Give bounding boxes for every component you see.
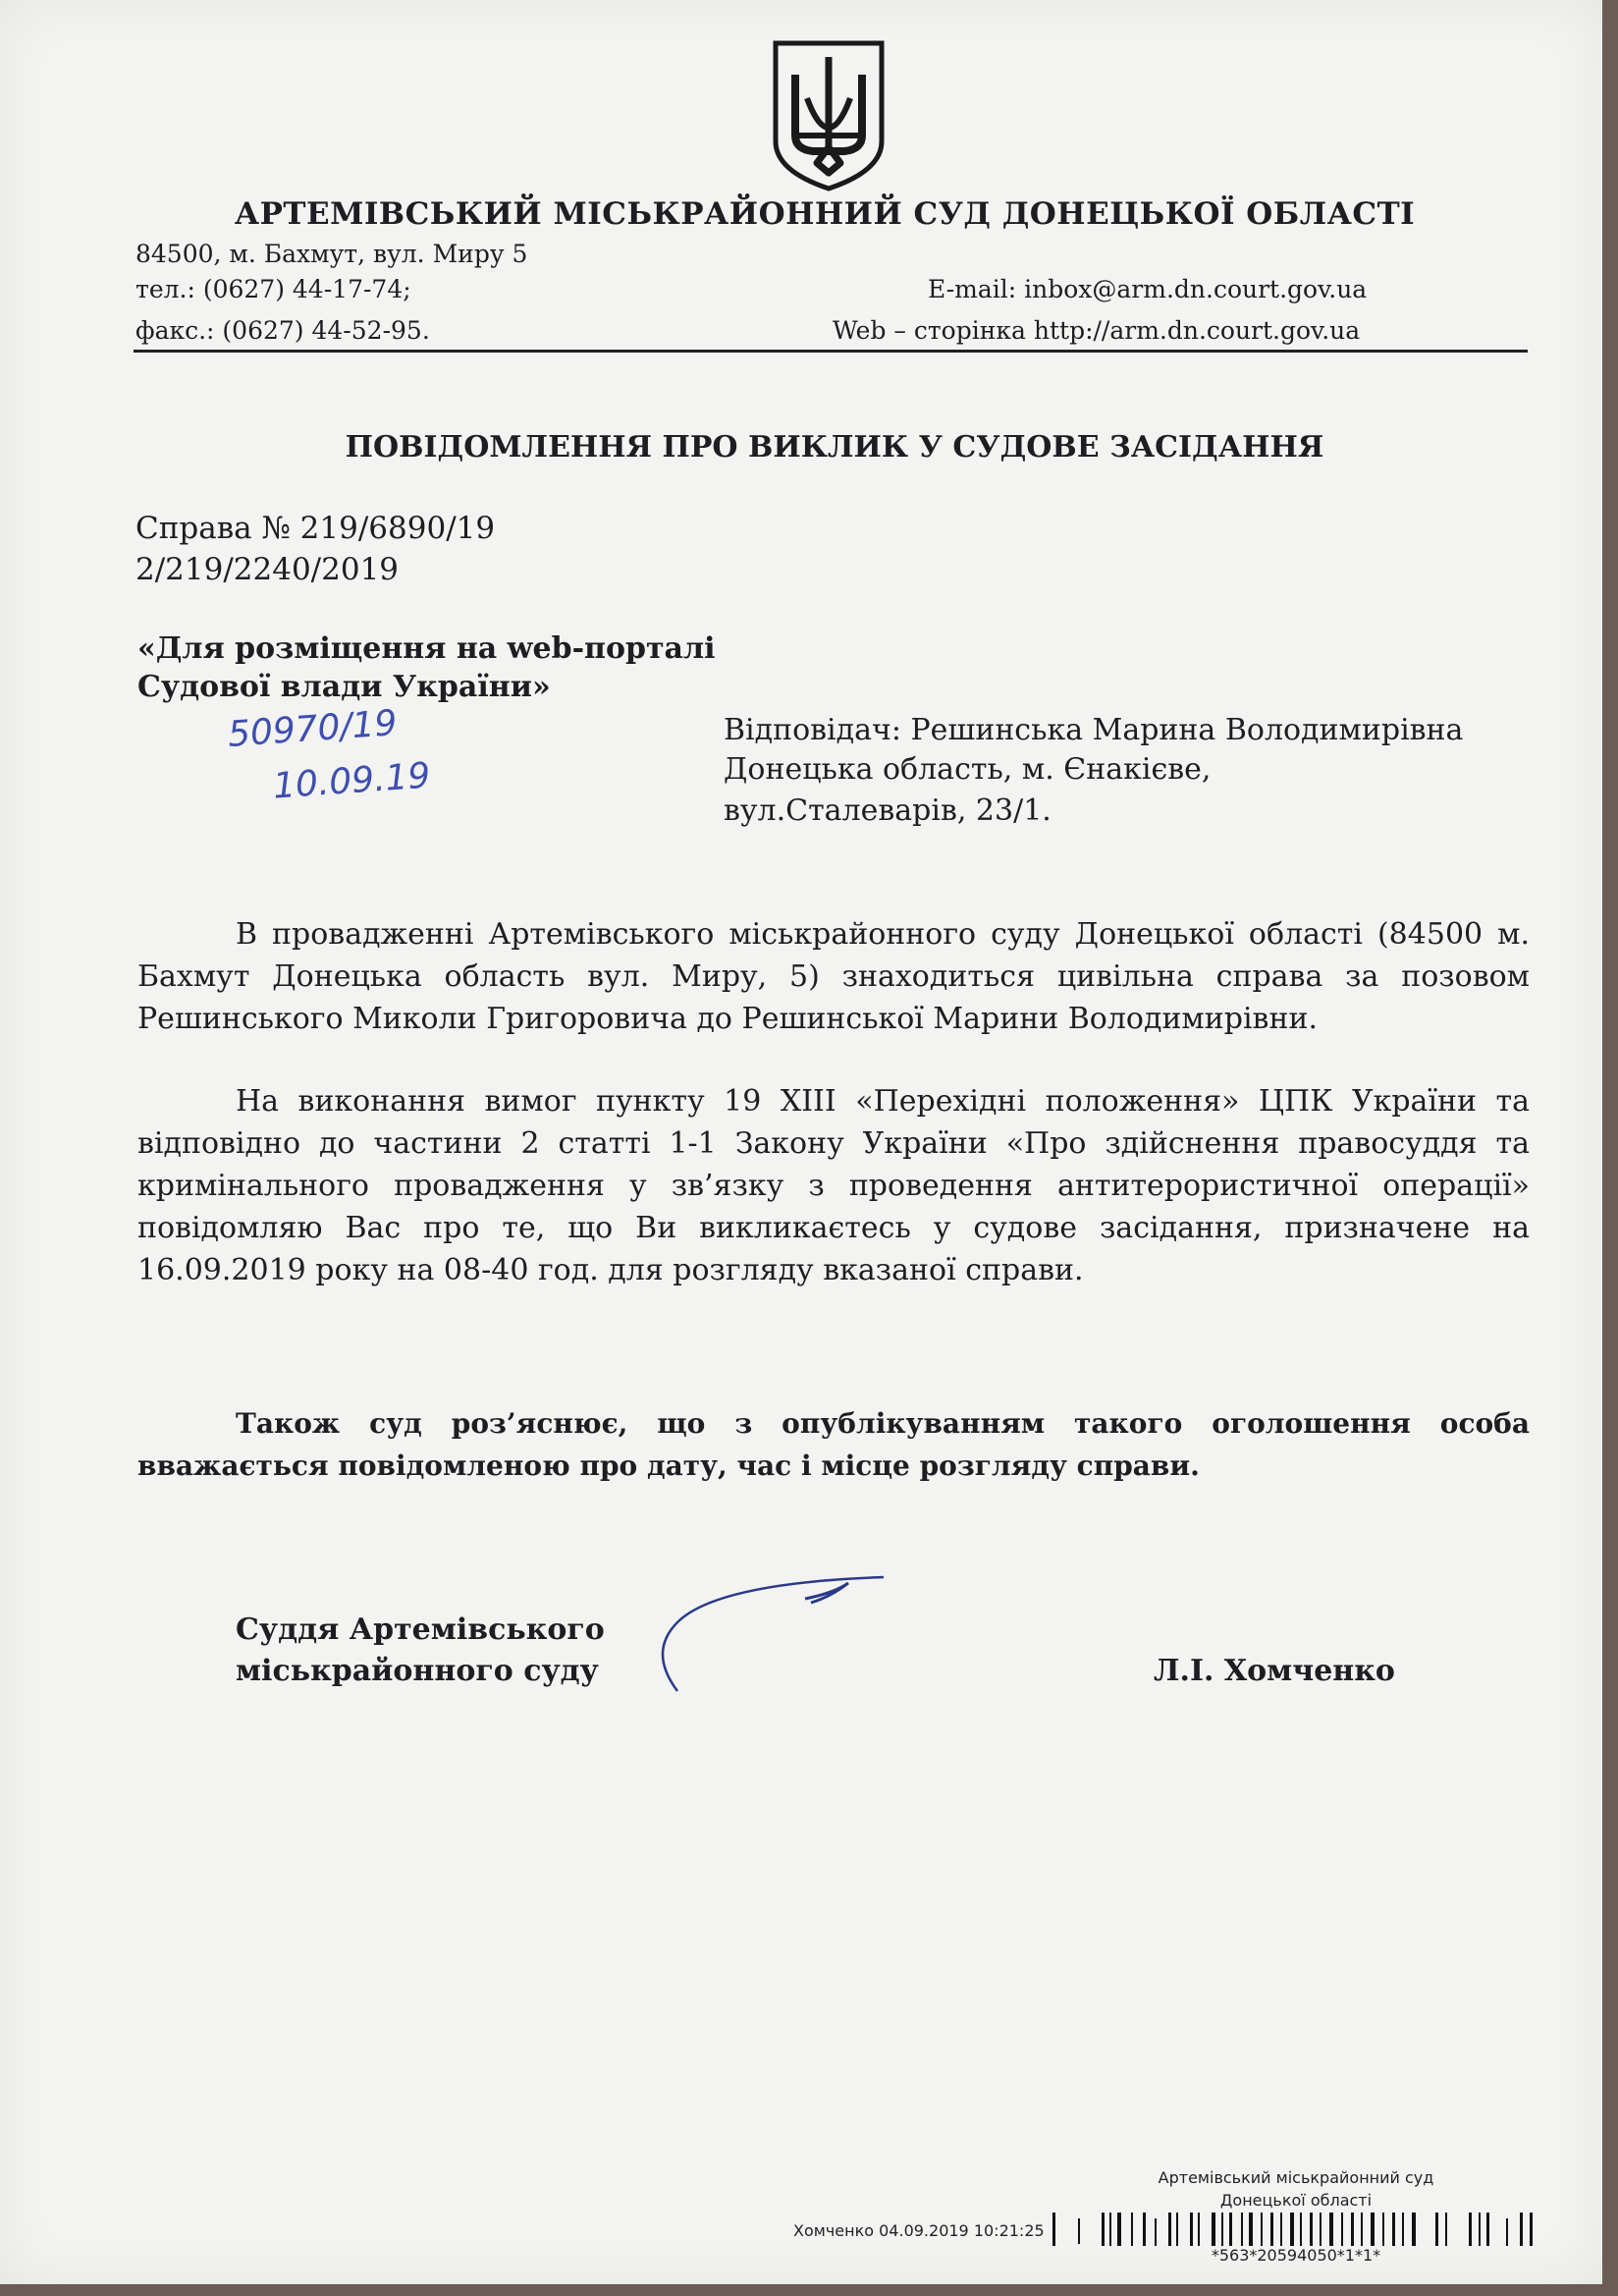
stamp-court-line-1: Артемівський міськрайонний суд: [1158, 2168, 1434, 2187]
paragraph-notice: Також суд роз’яснює, що з опублікуванням такого оголошення особа вважається повідомленою про дату, час і місце розгляду справи.: [137, 1407, 1530, 1482]
barcode-number: *563*20594050*1*1*: [1211, 2246, 1381, 2265]
portal-note-line-1: «Для розміщення на web-порталі: [137, 631, 716, 666]
stamp-court-line-2: Донецької області: [1219, 2191, 1373, 2210]
signature-icon: [638, 1563, 913, 1701]
court-email: E-mail: inbox@arm.dn.court.gov.ua: [928, 275, 1368, 303]
judge-title-line-1: Суддя Артемівського: [236, 1613, 605, 1647]
portal-note-line-2: Судової влади України»: [137, 670, 551, 704]
paragraph-summons: На виконання вимог пункту 19 ХІІІ «Перехідні положення» ЦПК України та відповідно до частини 2 статті 1-1 Закону України «Про здійснення правосуддя та кримінального провадження у зв’язку з проведення антитерористичної операції» повідомляю Вас про те, що Ви викликаєтесь у судове засідання, призначене на 16.09.2019 року на 08-40 год. для розгляду вказаної справи.: [137, 1084, 1530, 1287]
coat-of-arms-icon: [770, 39, 888, 192]
handwritten-registration-number: 50970/19: [226, 703, 399, 755]
court-name: АРТЕМІВСЬКИЙ МІСЬКРАЙОННИЙ СУД ДОНЕЦЬКОЇ ОБЛАСТІ: [234, 196, 1416, 232]
case-number: Справа № 219/6890/19: [135, 511, 496, 546]
respondent-name: Відповідач: Решинська Марина Володимирівна: [724, 713, 1464, 747]
handwritten-date: 10.09.19: [271, 755, 432, 807]
paragraph-case-info: В провадженні Артемівського міськрайонного суду Донецької області (84500 м. Бахмут Донецька область вул. Миру, 5) знаходиться цивільна справа за позовом Решинського Миколи Григоровича до Решинської Марини Володимирівни.: [137, 917, 1530, 1036]
court-phone: тел.: (0627) 44-17-74;: [135, 275, 411, 303]
proceeding-number: 2/219/2240/2019: [135, 552, 400, 587]
stamp-timestamp: Хомченко 04.09.2019 10:21:25: [793, 2221, 1045, 2240]
document-title: ПОВІДОМЛЕННЯ ПРО ВИКЛИК У СУДОВЕ ЗАСІДАННЯ: [345, 430, 1324, 465]
court-fax: факс.: (0627) 44-52-95.: [135, 316, 430, 345]
judge-title-line-2: міськрайонного суду: [236, 1654, 599, 1688]
header-divider: [134, 350, 1528, 353]
respondent-region: Донецька область, м. Єнакієве,: [724, 752, 1212, 787]
judge-name: Л.І. Хомченко: [1154, 1654, 1395, 1688]
barcode-icon: [1052, 2213, 1534, 2246]
court-address: 84500, м. Бахмут, вул. Миру 5: [135, 240, 528, 268]
court-website: Web – сторінка http://arm.dn.court.gov.ua: [833, 316, 1361, 345]
respondent-street: вул.Сталеварів, 23/1.: [724, 793, 1052, 828]
